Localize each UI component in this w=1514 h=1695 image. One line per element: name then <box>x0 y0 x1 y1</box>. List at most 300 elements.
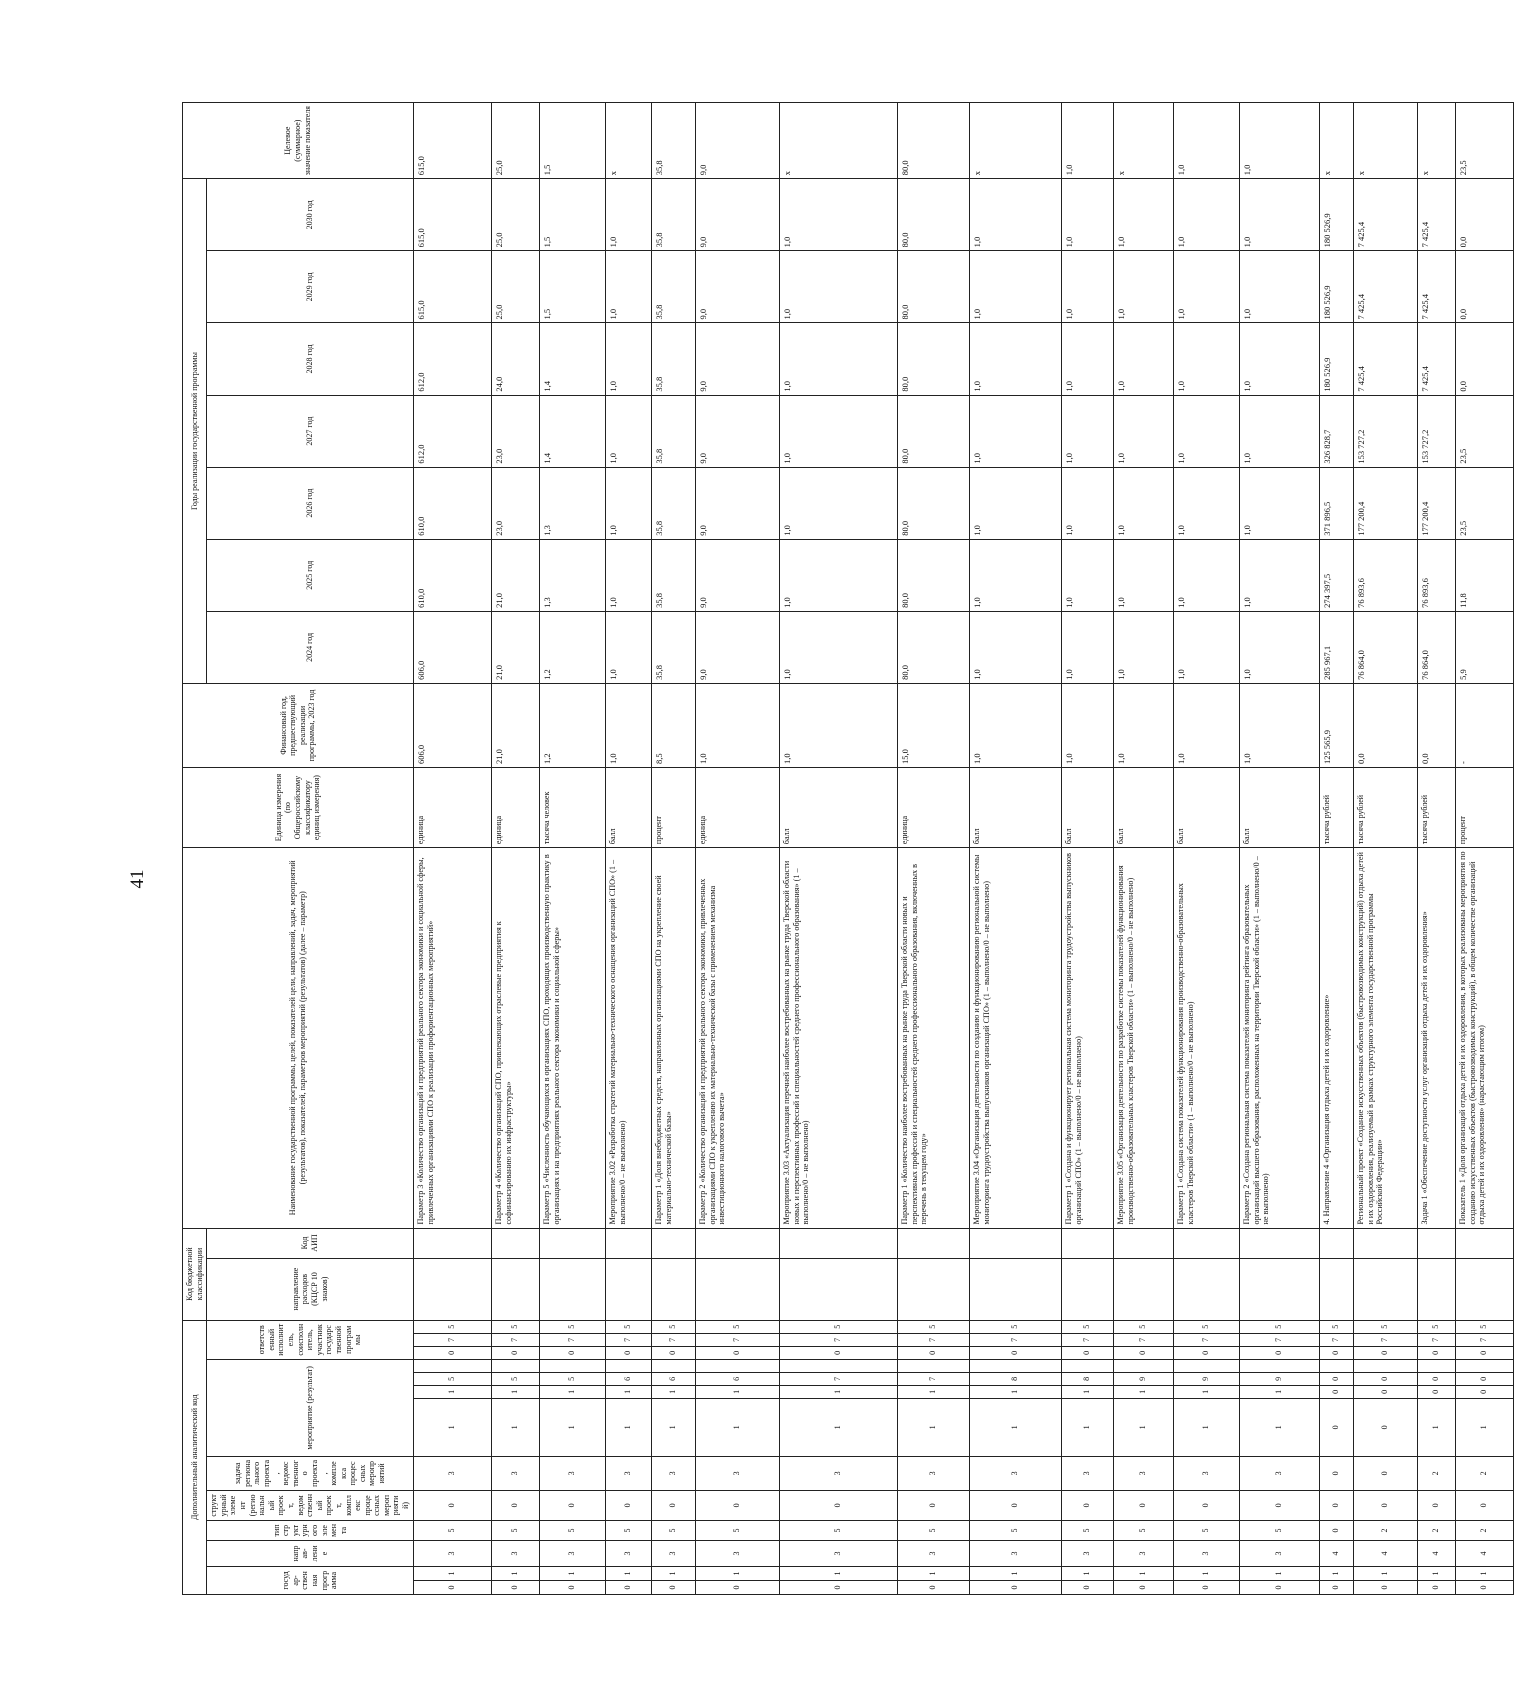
aip-code-cell <box>1319 1228 1353 1258</box>
year-value: 9,0 <box>695 251 779 323</box>
year-value: 21,0 <box>491 611 539 683</box>
indicator-name: Показатель 1 «Доля организаций отдыха детей и их оздоровления, в которых реализованы мероприятия по созданию искусственных объектов (быстровозводимых конструкций), в общем количестве организаций отдыха детей и их оздоровления» (нарастающим итогом) <box>1455 848 1513 1228</box>
code-cell: 2 <box>1353 1520 1417 1540</box>
code-cell: 3 <box>779 1456 897 1490</box>
unit-cell: тысяча рублей <box>1417 767 1455 847</box>
year-value: 24,0 <box>491 323 539 395</box>
expense-code-cell <box>1061 1258 1113 1320</box>
year-header: 2029 год <box>207 251 413 323</box>
year-value: 610,0 <box>413 539 491 611</box>
expense-code-cell <box>539 1258 605 1320</box>
year-value: 1,0 <box>1113 467 1173 539</box>
rotated-table-area <box>182 0 1489 1595</box>
code-cell: 0 <box>969 1580 1061 1594</box>
year-value: 9,0 <box>695 611 779 683</box>
unit-cell: балл <box>1239 767 1319 847</box>
code-cell: 3 <box>897 1540 969 1566</box>
code-cell: 1 <box>1417 1566 1455 1580</box>
code-cell-empty <box>491 1359 539 1372</box>
aip-header: Код АИП <box>207 1228 413 1258</box>
table-row <box>491 103 539 1595</box>
target-value: 80,0 <box>897 103 969 179</box>
code-cell: 5 <box>1113 1520 1173 1540</box>
code-cell: 5 <box>1417 1320 1455 1333</box>
year-value: 1,0 <box>1239 539 1319 611</box>
aip-code-cell <box>969 1228 1061 1258</box>
year-value: 21,0 <box>491 539 539 611</box>
base-year-value: 1,2 <box>539 683 605 767</box>
expense-code-cell <box>969 1258 1061 1320</box>
code-cell: 3 <box>413 1540 491 1566</box>
target-value: 1,5 <box>539 103 605 179</box>
base-year-value: 1,0 <box>779 683 897 767</box>
base-year-value: 1,0 <box>1061 683 1113 767</box>
code-cell-empty <box>897 1359 969 1372</box>
year-value: 80,0 <box>897 395 969 467</box>
code-cell: 1 <box>695 1385 779 1398</box>
expense-code-cell <box>897 1258 969 1320</box>
code-cell: 4 <box>1319 1540 1353 1566</box>
year-value: 1,3 <box>539 539 605 611</box>
code-cell: 2 <box>1455 1456 1513 1490</box>
code-cell: 5 <box>1353 1320 1417 1333</box>
year-value: 1,0 <box>969 539 1061 611</box>
code-cell: 1 <box>605 1566 651 1580</box>
table-row <box>1319 103 1353 1595</box>
code-cell: 0 <box>539 1580 605 1594</box>
code-cell: 5 <box>1173 1320 1239 1333</box>
aip-code-cell <box>413 1228 491 1258</box>
year-value: 177 200,4 <box>1417 467 1455 539</box>
year-value: 1,0 <box>1173 395 1239 467</box>
year-value: 1,4 <box>539 395 605 467</box>
expense-code-cell <box>605 1258 651 1320</box>
year-value: 610,0 <box>413 467 491 539</box>
code-cell: 6 <box>605 1372 651 1385</box>
code-cell: 9 <box>1113 1372 1173 1385</box>
code-cell: 3 <box>1173 1540 1239 1566</box>
aip-code-cell <box>651 1228 695 1258</box>
code-cell: 1 <box>1455 1566 1513 1580</box>
type-header: тип структурного элемента <box>207 1520 413 1540</box>
code-cell: 7 <box>1239 1333 1319 1346</box>
code-cell: 5 <box>695 1520 779 1540</box>
expense-code-cell <box>1455 1258 1513 1320</box>
code-cell: 1 <box>413 1385 491 1398</box>
budget-code-header: Код бюджетной классификации <box>183 1228 207 1320</box>
code-cell: 5 <box>1239 1520 1319 1540</box>
target-value: х <box>1113 103 1173 179</box>
base-year-value: 125 565,9 <box>1319 683 1353 767</box>
year-value: 177 200,4 <box>1353 467 1417 539</box>
code-cell: 3 <box>539 1456 605 1490</box>
year-value: 80,0 <box>897 323 969 395</box>
year-value: 1,0 <box>605 467 651 539</box>
target-value: 615,0 <box>413 103 491 179</box>
table-body <box>413 103 1513 1595</box>
code-cell: 1 <box>413 1398 491 1456</box>
unit-cell: балл <box>1113 767 1173 847</box>
year-value: 1,0 <box>1173 467 1239 539</box>
code-cell: 6 <box>695 1372 779 1385</box>
base-year-value: 1,0 <box>1113 683 1173 767</box>
code-cell: 7 <box>539 1333 605 1346</box>
year-value: 1,0 <box>969 611 1061 683</box>
code-cell: 0 <box>969 1490 1061 1520</box>
year-value: 5,9 <box>1455 611 1513 683</box>
code-cell: 2 <box>1455 1520 1513 1540</box>
code-cell: 0 <box>1173 1346 1239 1359</box>
code-cell: 0 <box>695 1490 779 1520</box>
code-cell: 0 <box>1353 1456 1417 1490</box>
code-cell: 5 <box>1455 1320 1513 1333</box>
year-value: 23,0 <box>491 395 539 467</box>
year-value: 7 425,4 <box>1417 323 1455 395</box>
aip-code-cell <box>1239 1228 1319 1258</box>
table-row <box>969 103 1061 1595</box>
code-cell: 0 <box>1417 1372 1455 1385</box>
unit-header: Единица измерения (по Общероссийскому классификатору единиц измерения) <box>183 767 414 847</box>
code-cell: 3 <box>1239 1540 1319 1566</box>
code-cell: 3 <box>491 1540 539 1566</box>
code-cell: 0 <box>1353 1490 1417 1520</box>
code-cell: 1 <box>605 1385 651 1398</box>
year-value: 0,0 <box>1455 323 1513 395</box>
code-cell: 3 <box>605 1456 651 1490</box>
code-cell: 5 <box>605 1520 651 1540</box>
expense-code-cell <box>651 1258 695 1320</box>
year-value: 606,0 <box>413 611 491 683</box>
base-year-value: 8,5 <box>651 683 695 767</box>
base-year-value: 21,0 <box>491 683 539 767</box>
target-value: х <box>1417 103 1455 179</box>
target-value: 23,5 <box>1455 103 1513 179</box>
year-value: 76 893,6 <box>1353 539 1417 611</box>
code-cell: 0 <box>897 1580 969 1594</box>
year-header: 2025 год <box>207 539 413 611</box>
unit-cell: балл <box>1173 767 1239 847</box>
code-cell: 3 <box>1061 1540 1113 1566</box>
year-value: 23,5 <box>1455 395 1513 467</box>
code-cell: 3 <box>1113 1456 1173 1490</box>
aip-code-cell <box>1061 1228 1113 1258</box>
year-value: 1,0 <box>1173 179 1239 251</box>
table-row <box>779 103 897 1595</box>
code-cell: 5 <box>491 1320 539 1333</box>
unit-cell: единица <box>491 767 539 847</box>
code-cell: 0 <box>897 1346 969 1359</box>
code-cell: 0 <box>413 1346 491 1359</box>
indicator-name: Параметр 2 «Создана региональная система показателей мониторинга рейтинга образовательных организаций высшего образования, расположенных на территории Тверской области» (1 – выполнено/0 – не выполнено) <box>1239 848 1319 1228</box>
indicator-name: 4. Направление 4 «Организация отдыха детей и их оздоровление» <box>1319 848 1353 1228</box>
year-value: 615,0 <box>413 251 491 323</box>
code-cell: 1 <box>605 1398 651 1456</box>
code-cell: 0 <box>1353 1398 1417 1456</box>
year-value: 35,8 <box>651 179 695 251</box>
code-cell: 0 <box>651 1490 695 1520</box>
year-value: 9,0 <box>695 323 779 395</box>
code-cell: 0 <box>413 1490 491 1520</box>
code-cell: 0 <box>491 1580 539 1594</box>
base-year-value: 0,0 <box>1353 683 1417 767</box>
code-cell: 1 <box>1061 1398 1113 1456</box>
code-cell: 5 <box>1113 1320 1173 1333</box>
code-cell-empty <box>1113 1359 1173 1372</box>
indicator-name: Мероприятие 3.04 «Организация деятельности по созданию и функционированию региональной системы мониторинга трудоустройства выпускников организаций СПО» (1 – выполнено/0 – не выполнено) <box>969 848 1061 1228</box>
base-year-value: 1,0 <box>1173 683 1239 767</box>
indicator-name: Мероприятие 3.05 «Организация деятельности по разработке системы показателей функционирования производственно-образовательных кластеров Тверской области» (1 – выполнено/0 – не выполнено) <box>1113 848 1173 1228</box>
year-value: 23,5 <box>1455 467 1513 539</box>
unit-cell: единица <box>897 767 969 847</box>
code-cell: 5 <box>779 1320 897 1333</box>
target-value: 35,8 <box>651 103 695 179</box>
base-year-value: 1,0 <box>605 683 651 767</box>
year-value: 1,5 <box>539 179 605 251</box>
code-cell: 1 <box>1239 1398 1319 1456</box>
aip-code-cell <box>779 1228 897 1258</box>
aip-code-cell <box>897 1228 969 1258</box>
code-cell: 1 <box>491 1566 539 1580</box>
code-cell: 3 <box>651 1540 695 1566</box>
year-value: 153 727,2 <box>1417 395 1455 467</box>
year-value: 1,0 <box>1113 323 1173 395</box>
aip-code-cell <box>1455 1228 1513 1258</box>
indicator-name: Параметр 1 «Доля внебюджетных средств, направленных организациями СПО на укрепление своей материально-технической базы» <box>651 848 695 1228</box>
code-cell: 5 <box>1173 1520 1239 1540</box>
year-value: 1,4 <box>539 323 605 395</box>
indicator-name: Параметр 3 «Количество организаций и предприятий реального сектора экономики и социальной сферы, привлеченных организациями СПО к реализации профориентационных мероприятий» <box>413 848 491 1228</box>
table-row <box>1239 103 1319 1595</box>
code-cell: 5 <box>969 1520 1061 1540</box>
year-value: 1,0 <box>779 395 897 467</box>
unit-cell: балл <box>779 767 897 847</box>
year-value: 35,8 <box>651 539 695 611</box>
code-cell: 0 <box>695 1346 779 1359</box>
code-cell: 9 <box>1239 1372 1319 1385</box>
code-cell: 1 <box>651 1398 695 1456</box>
aip-code-cell <box>1113 1228 1173 1258</box>
table-row <box>539 103 605 1595</box>
year-value: 7 425,4 <box>1353 251 1417 323</box>
code-cell: 0 <box>539 1490 605 1520</box>
code-cell: 1 <box>1239 1385 1319 1398</box>
base-year-value: 15,0 <box>897 683 969 767</box>
expense-header: направление расходов (КЦСР 10 знаков) <box>207 1258 413 1320</box>
code-cell: 0 <box>1319 1346 1353 1359</box>
year-value: 1,0 <box>1173 539 1239 611</box>
year-value: 1,0 <box>779 611 897 683</box>
code-cell: 0 <box>1319 1456 1353 1490</box>
code-cell: 7 <box>1113 1333 1173 1346</box>
code-cell: 0 <box>969 1346 1061 1359</box>
year-value: 1,0 <box>1113 179 1173 251</box>
year-value: 1,0 <box>1173 323 1239 395</box>
year-value: 7 425,4 <box>1417 179 1455 251</box>
year-value: 1,0 <box>1173 251 1239 323</box>
code-cell: 0 <box>779 1346 897 1359</box>
code-cell: 5 <box>651 1520 695 1540</box>
code-cell: 7 <box>1319 1333 1353 1346</box>
year-value: 180 526,9 <box>1319 251 1353 323</box>
base-year-value: 1,0 <box>969 683 1061 767</box>
year-value: 1,0 <box>779 179 897 251</box>
year-value: 1,0 <box>969 467 1061 539</box>
year-value: 1,0 <box>1173 611 1239 683</box>
year-value: 1,0 <box>779 539 897 611</box>
code-cell: 3 <box>491 1456 539 1490</box>
year-value: 25,0 <box>491 251 539 323</box>
year-value: 1,0 <box>1239 251 1319 323</box>
year-value: 1,0 <box>779 467 897 539</box>
target-value: х <box>605 103 651 179</box>
unit-cell: процент <box>651 767 695 847</box>
unit-cell: тысяча рублей <box>1319 767 1353 847</box>
code-cell: 1 <box>491 1398 539 1456</box>
year-value: 76 893,6 <box>1417 539 1455 611</box>
code-cell-empty <box>969 1359 1061 1372</box>
code-cell: 1 <box>897 1385 969 1398</box>
code-cell: 0 <box>605 1490 651 1520</box>
code-cell: 8 <box>969 1372 1061 1385</box>
target-value: 9,0 <box>695 103 779 179</box>
code-cell: 0 <box>1319 1520 1353 1540</box>
year-header: 2030 год <box>207 179 413 251</box>
target-value: 25,0 <box>491 103 539 179</box>
code-cell: 1 <box>1353 1566 1417 1580</box>
code-cell-empty <box>1417 1359 1455 1372</box>
code-cell: 1 <box>1173 1398 1239 1456</box>
year-value: 1,0 <box>1113 539 1173 611</box>
base-year-value: 1,0 <box>695 683 779 767</box>
code-cell-empty <box>1061 1359 1113 1372</box>
code-cell: 0 <box>605 1346 651 1359</box>
code-cell: 0 <box>1173 1490 1239 1520</box>
year-value: 1,0 <box>1061 323 1113 395</box>
code-cell: 5 <box>491 1372 539 1385</box>
code-cell: 7 <box>651 1333 695 1346</box>
indicator-name: Параметр 2 «Количество организаций и предприятий реального сектора экономики, привлеченных организациями СПО к укреплению их материально-технической базы с применением механизма инвестиционного налогового вычета» <box>695 848 779 1228</box>
year-value: 1,0 <box>605 611 651 683</box>
year-value: 274 397,5 <box>1319 539 1353 611</box>
year-value: 1,2 <box>539 611 605 683</box>
indicator-name: Параметр 1 «Количество наиболее востребованных на рынке труда Тверской области новых и перспективных профессий и специальностей среднего профессионального образования, включенных в перечень в текущем году» <box>897 848 969 1228</box>
year-value: 1,0 <box>1061 539 1113 611</box>
code-cell: 5 <box>779 1520 897 1540</box>
code-cell: 0 <box>539 1346 605 1359</box>
year-value: 1,5 <box>539 251 605 323</box>
code-cell: 3 <box>779 1540 897 1566</box>
code-cell: 3 <box>605 1540 651 1566</box>
code-cell: 1 <box>779 1566 897 1580</box>
aip-code-cell <box>1417 1228 1455 1258</box>
year-value: 9,0 <box>695 395 779 467</box>
unit-cell: балл <box>1061 767 1113 847</box>
year-value: 1,3 <box>539 467 605 539</box>
code-cell: 0 <box>1455 1385 1513 1398</box>
code-cell: 0 <box>779 1580 897 1594</box>
aip-code-cell <box>1353 1228 1417 1258</box>
year-value: 7 425,4 <box>1353 323 1417 395</box>
indicator-name: Параметр 5 «Численность обучающихся в организациях СПО, проходящих производственную практику в организациях и на предприятиях реального сектора экономики и социальной сферы» <box>539 848 605 1228</box>
code-cell: 0 <box>1113 1580 1173 1594</box>
code-cell: 0 <box>1319 1385 1353 1398</box>
code-cell-empty <box>1353 1359 1417 1372</box>
code-cell: 0 <box>897 1490 969 1520</box>
code-cell: 7 <box>1173 1333 1239 1346</box>
code-cell: 0 <box>491 1490 539 1520</box>
year-value: 0,0 <box>1455 179 1513 251</box>
code-cell: 0 <box>1173 1580 1239 1594</box>
program-header: государ-ственная программа <box>207 1566 413 1594</box>
code-cell: 8 <box>1061 1372 1113 1385</box>
year-value: 326 828,7 <box>1319 395 1353 467</box>
code-cell: 0 <box>1353 1580 1417 1594</box>
unit-cell: тысяча рублей <box>1353 767 1417 847</box>
code-cell: 0 <box>1417 1346 1455 1359</box>
indicator-name: Мероприятие 3.02 «Разработка стратегий материально-технического оснащения организаций СПО» (1 – выполнено/0 – не выполнено) <box>605 848 651 1228</box>
year-value: 11,8 <box>1455 539 1513 611</box>
code-cell-empty <box>695 1359 779 1372</box>
years-group-header: Годы реализации государственной программы <box>183 179 207 684</box>
code-cell: 3 <box>1239 1456 1319 1490</box>
code-cell: 0 <box>491 1346 539 1359</box>
code-cell-empty <box>651 1359 695 1372</box>
code-cell: 2 <box>1417 1456 1455 1490</box>
code-cell: 0 <box>1417 1385 1455 1398</box>
year-value: 285 967,1 <box>1319 611 1353 683</box>
code-cell: 5 <box>413 1520 491 1540</box>
code-cell: 7 <box>1353 1333 1417 1346</box>
year-value: 1,0 <box>1061 611 1113 683</box>
target-value: х <box>779 103 897 179</box>
year-value: 1,0 <box>1239 179 1319 251</box>
code-cell: 0 <box>1239 1490 1319 1520</box>
event-header: мероприятие (результат) <box>207 1359 413 1456</box>
year-value: 1,0 <box>969 251 1061 323</box>
target-value: х <box>1319 103 1353 179</box>
expense-code-cell <box>1417 1258 1455 1320</box>
code-cell: 1 <box>695 1398 779 1456</box>
year-value: 180 526,9 <box>1319 179 1353 251</box>
target-header: Целевое (суммарное) значение показателя <box>183 103 414 179</box>
code-cell: 1 <box>1173 1566 1239 1580</box>
analytic-code-header: Дополнительный аналитический код <box>183 1320 207 1594</box>
code-cell: 1 <box>651 1385 695 1398</box>
table-row <box>651 103 695 1595</box>
code-cell: 7 <box>897 1333 969 1346</box>
code-cell: 1 <box>1417 1398 1455 1456</box>
unit-cell: балл <box>969 767 1061 847</box>
code-cell: 1 <box>1113 1398 1173 1456</box>
code-cell: 0 <box>413 1580 491 1594</box>
code-cell-empty <box>1173 1359 1239 1372</box>
year-value: 35,8 <box>651 395 695 467</box>
code-cell-empty <box>605 1359 651 1372</box>
year-value: 1,0 <box>1061 395 1113 467</box>
unit-cell: единица <box>695 767 779 847</box>
code-cell: 7 <box>413 1333 491 1346</box>
code-cell: 7 <box>897 1372 969 1385</box>
year-header: 2027 год <box>207 395 413 467</box>
code-cell: 0 <box>1239 1580 1319 1594</box>
direction-header: направ-ление <box>207 1540 413 1566</box>
code-cell: 1 <box>1113 1385 1173 1398</box>
year-value: 615,0 <box>413 179 491 251</box>
code-cell: 0 <box>1455 1580 1513 1594</box>
target-value: 1,0 <box>1061 103 1113 179</box>
aip-code-cell <box>695 1228 779 1258</box>
code-cell: 5 <box>651 1320 695 1333</box>
